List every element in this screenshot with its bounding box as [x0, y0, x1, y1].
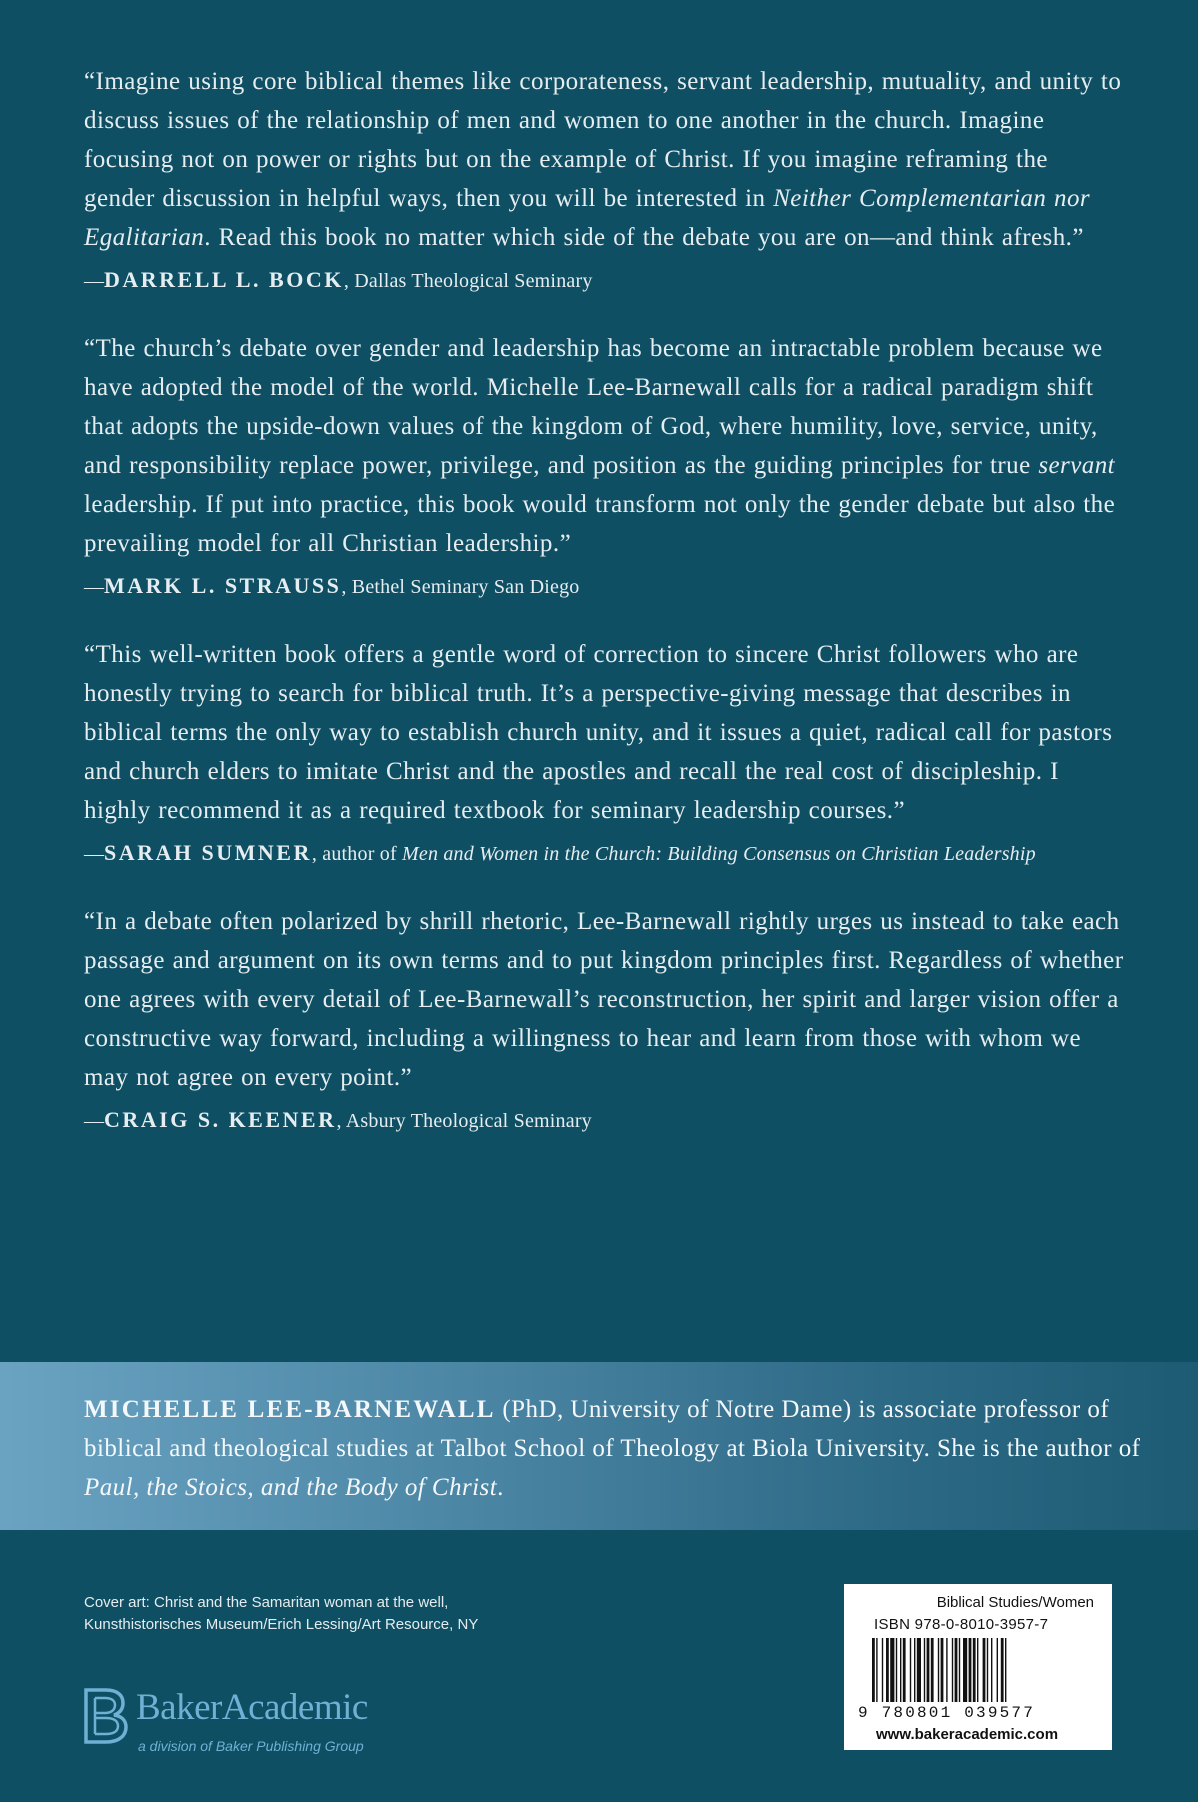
barcode-bar: [914, 1638, 915, 1702]
barcode-bar: [946, 1638, 947, 1702]
isbn-number: ISBN 978-0-8010-3957-7: [874, 1616, 1049, 1633]
bio-text: (PhD, University of Notre Dame) is associate professor of biblical and theological studies at Talbot School of Theology at Biola University. She is the author of: [84, 1396, 1141, 1462]
barcode-bar: [931, 1638, 934, 1702]
barcode-bar: [900, 1638, 901, 1702]
barcode-bar: [952, 1638, 953, 1702]
barcode-bar: [910, 1638, 911, 1702]
barcode-bar: [917, 1638, 921, 1702]
barcode-bar: [955, 1638, 958, 1702]
barcode-bar: [973, 1638, 976, 1702]
barcode-icon: [872, 1638, 1088, 1704]
barcode-bar: [927, 1638, 930, 1702]
emphasis-italic: servant: [1038, 452, 1116, 479]
barcode-bar: [876, 1638, 877, 1702]
barcode-bar: [1001, 1638, 1004, 1702]
endorsement-4: [84, 902, 1124, 1133]
endorser-affiliation: , Asbury Theological Seminary: [336, 1110, 592, 1132]
bio-text-end: .: [497, 1474, 504, 1501]
quote-text-part: leadership. If put into practice, this book would transform not only the gender debate but also the prevailing model for all Christian leadership.”: [84, 491, 1116, 557]
publisher-name: BakerAcademic: [136, 1687, 368, 1728]
quote-text: [84, 62, 1124, 257]
barcode-bar: [890, 1638, 894, 1702]
barcode-bar: [991, 1638, 992, 1702]
barcode-bar: [924, 1638, 925, 1702]
book-title-italic: Neither Complementarian nor Egalitarian: [84, 185, 1091, 251]
endorser-affiliation: , Bethel Seminary San Diego: [341, 576, 580, 598]
barcode-bar: [977, 1638, 978, 1702]
endorsement-1: [84, 62, 1124, 293]
barcode-bar: [941, 1638, 944, 1702]
barcode-bar: [882, 1638, 883, 1702]
quote-text: [84, 329, 1124, 563]
barcode-digits: 9 780801 039577: [858, 1704, 1036, 1722]
baker-b-icon: [80, 1686, 130, 1746]
publisher-tagline: a division of Baker Publishing Group: [138, 1738, 364, 1754]
quote-text-part: “Imagine using core biblical themes like corporateness, servant leadership, mutuality, and unity to discuss issues of the relationship of men and women to one another in the church. Imagine focusing not on power or rights but on the example of Christ. If you imagine reframing the gender discussion in helpful ways, then you will be interested in: [84, 68, 1122, 212]
barcode-bar: [903, 1638, 906, 1702]
quote-text: [84, 635, 1124, 830]
endorser-name: SARAH SUMNER: [104, 840, 312, 865]
dash: —: [84, 576, 104, 598]
author-name: MICHELLE LEE-BARNEWALL: [84, 1396, 496, 1423]
barcode-bar: [886, 1638, 889, 1702]
attribution: [84, 267, 1124, 293]
attribution: [84, 1107, 1124, 1133]
quote-text: [84, 902, 1124, 1097]
quote-text-part: “This well-written book offers a gentle word of correction to sincere Christ followers who are honestly trying to search for biblical truth. It’s a perspective-giving message that describes in biblical terms the only way to establish church unity, and it issues a quiet, radical call for pastors and church elders to imitate Christ and the apostles and recall the real cost of discipleship. I highly recommend it as a required textbook for seminary leadership courses.”: [84, 641, 1113, 824]
dash: —: [84, 1110, 104, 1132]
endorser-affiliation: , Dallas Theological Seminary: [343, 270, 593, 292]
dash: —: [84, 270, 104, 292]
endorser-name: CRAIG S. KEENER: [104, 1107, 337, 1132]
barcode-bar: [997, 1638, 998, 1702]
dash: —: [84, 843, 104, 865]
attribution: [84, 573, 1124, 599]
endorsement-3: [84, 635, 1124, 866]
isbn-barcode-box: [844, 1584, 1112, 1750]
author-bio: [84, 1390, 1144, 1507]
endorser-affiliation: , author of: [311, 843, 403, 865]
quote-text-part: “The church’s debate over gender and leadership has become an intractable problem because we have adopted the model of the world. Michelle Lee-Barnewall calls for a radical paradigm shift that adopts the upside-down values of the kingdom of God, where humility, love, service, unity, and responsibility replace power, privilege, and position as the guiding principles for true: [84, 335, 1103, 479]
book-category: Biblical Studies/Women: [936, 1594, 1094, 1611]
barcode-bar: [959, 1638, 960, 1702]
barcode-bar: [963, 1638, 967, 1702]
endorser-name: DARRELL L. BOCK: [104, 267, 344, 292]
publisher-url: www.bakeracademic.com: [876, 1726, 1059, 1743]
quote-text-part: . Read this book no matter which side of the debate you are on—and think afresh.”: [204, 224, 1084, 251]
barcode-bar: [987, 1638, 988, 1702]
barcode-bar: [969, 1638, 972, 1702]
endorser-book-title: Men and Women in the Church: Building Consensus on Christian Leadership: [402, 843, 1036, 865]
attribution: [84, 840, 1124, 866]
publisher-logo: [80, 1686, 440, 1766]
barcode-bar: [896, 1638, 897, 1702]
barcode-bar: [1005, 1638, 1006, 1702]
cover-art-credit: [84, 1592, 684, 1636]
credit-line: Kunsthistorisches Museum/Erich Lessing/Art Resource, NY: [84, 1616, 479, 1633]
barcode-bar: [938, 1638, 939, 1702]
endorser-name: MARK L. STRAUSS: [104, 573, 342, 598]
quote-text-part: “In a debate often polarized by shrill rhetoric, Lee-Barnewall rightly urges us instead to take each passage and argument on its own terms and to put kingdom principles first. Regardless of whether one agrees with every detail of Lee-Barnewall’s reconstruction, her spirit and larger vision offer a constructive way forward, including a willingness to hear and learn from those with whom we may not agree on every point.”: [84, 908, 1124, 1091]
author-book-title: Paul, the Stoics, and the Body of Christ: [84, 1474, 498, 1501]
endorsements: [84, 62, 1124, 1169]
barcode-bar: [872, 1638, 875, 1702]
barcode-bar: [983, 1638, 986, 1702]
endorsement-2: [84, 329, 1124, 599]
credit-line: Cover art: Christ and the Samaritan woman at the well,: [84, 1594, 449, 1611]
